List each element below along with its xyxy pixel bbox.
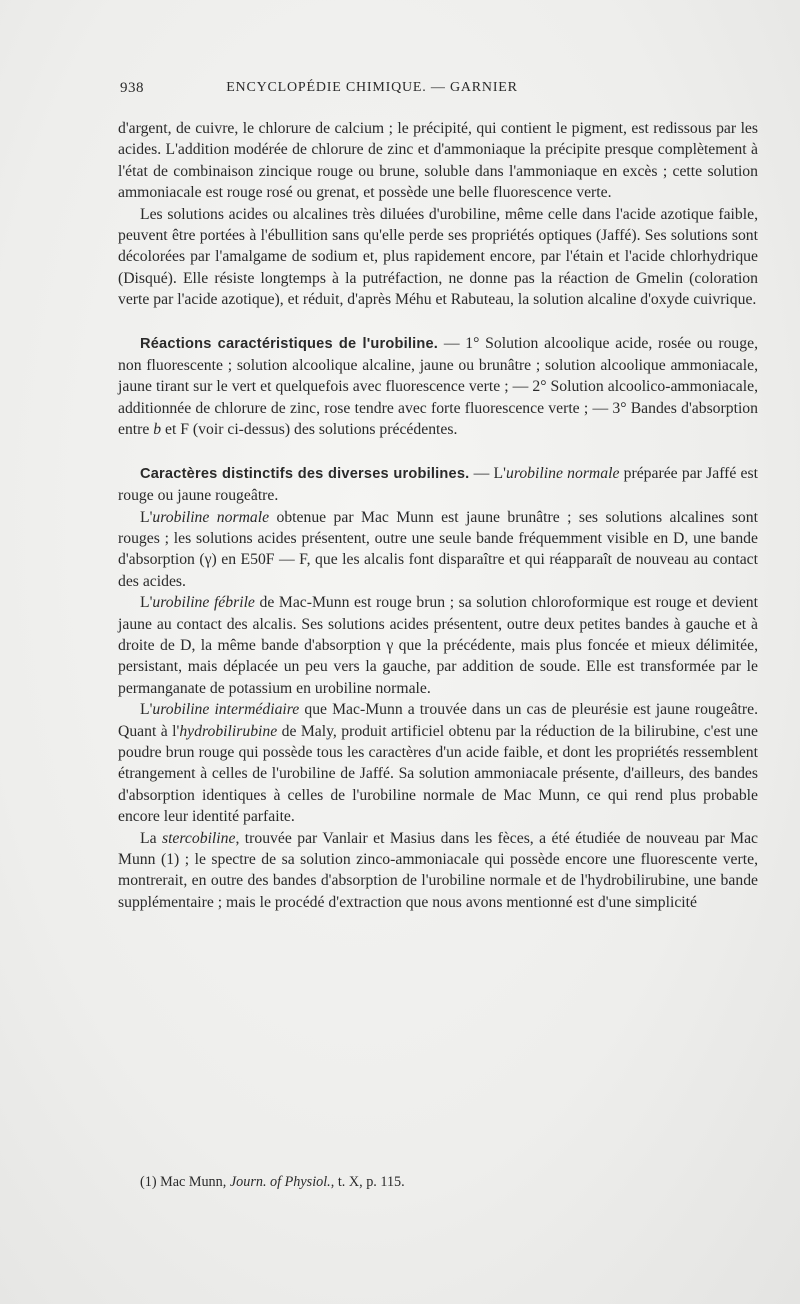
section-paragraph <box>118 463 758 507</box>
page-number: 938 <box>120 80 144 96</box>
italic-text: hydrobilirubine <box>179 722 278 740</box>
section-paragraph <box>118 333 758 441</box>
italic-text: urobiline normale <box>152 508 270 526</box>
paragraph <box>118 507 758 593</box>
text-run: , trouvée par Vanlair et Masius dans les fèces, a été étudiée de nouveau par Mac Munn (1) ; le spectre de sa solution zinco-ammoniacale qui possède encore une fluorescente verte, montrerait, en outre des bandes d'absorption de l'urobiline normale et de l'hydrobilirubine, une bande supplémentaire ; mais le procédé d'extraction que nous avons mentionné est d'une simplicité <box>118 829 759 911</box>
italic-text: urobiline fébrile <box>152 594 255 612</box>
text-run: La <box>140 829 162 847</box>
running-header <box>120 80 584 104</box>
text-run: (1) Mac Munn, <box>140 1174 230 1190</box>
text-run: préparée par Jaffé est rouge ou jaune rougeâtre. <box>118 464 758 505</box>
text-run: L' <box>140 508 153 526</box>
text-run: de Mac-Munn est rouge brun ; sa solution chloroformique est rouge et devient jaune au contact des alcalis. Ses solutions acides présentent, outre deux petites bandes à gauche et à droite de D, la même bande d'absorption γ que la précédente, mais plus foncée et mieux délimitée, persistant, mais déplacée un peu vers la gauche, par addition de soude. Elle est transformée par le permanganate de potassium en urobiline normale. <box>118 594 758 697</box>
paragraph <box>118 828 758 914</box>
text-run: — L' <box>469 464 506 482</box>
text-run: — 1° Solution alcoolique acide, rosée ou rouge, non fluorescente ; solution alcoolique alcaline, jaune ou brunâtre ; solution alcoolique ammoniacale, jaune tirant sur le vert et quelquefois avec fluorescence verte ; — 2° Solution alcoolico-ammoniacale, additionnée de chlorure de zinc, rose tendre avec forte fluorescence verte ; — 3° Bandes d'absorption entre <box>118 334 758 439</box>
text-run: et F (voir ci-dessus) des solutions précédentes. <box>161 421 458 439</box>
text-run: obtenue par Mac Munn est jaune brunâtre ; ses solutions alcalines sont rouges ; les solutions acides présentent, outre une seule bande fréquemment visible en D, une bande d'absorption (γ) en E50F — F, que les alcalis font disparaître et qui réapparaît de nouveau au contact des acides. <box>118 508 758 590</box>
italic-text: Journ. of Physiol. <box>229 1174 331 1190</box>
text-run: , t. X, p. 115. <box>330 1174 405 1190</box>
section-title: Réactions caractéristiques de l'urobiline. <box>140 335 439 352</box>
footnote <box>140 1174 740 1191</box>
text-run: L' <box>140 701 153 719</box>
italic-text: urobiline intermédiaire <box>152 701 300 719</box>
text-run: Les solutions acides ou alcalines très diluées d'urobiline, même celle dans l'acide azotique faible, peuvent être portées à l'ébullition sans qu'elle perde ses propriétés optiques (Jaffé). Ses solutions sont décolorées par l'amalgame de sodium et, plus rapidement encore, par l'étain et l'acide chlorhydrique (Disqué). Elle résiste longtemps à la putréfaction, ne donne pas la réaction de Gmelin (coloration verte par l'acide azotique), et réduit, d'après Méhu et Rabuteau, la solution alcaline d'oxyde cuivrique. <box>118 205 758 309</box>
body-text <box>118 118 758 913</box>
paragraph <box>118 118 758 204</box>
running-title: ENCYCLOPÉDIE CHIMIQUE. — GARNIER <box>226 80 518 95</box>
paragraph <box>118 592 758 699</box>
text-run: L' <box>140 594 153 612</box>
italic-text: stercobiline <box>161 829 236 847</box>
text-run: d'argent, de cuivre, le chlorure de calcium ; le précipité, qui contient le pigment, est redissous par les acides. L'addition modérée de chlorure de zinc et d'ammoniaque la précipite presque complètement à l'état de combinaison zincique rouge ou brune, soluble dans l'ammoniaque en excès ; cette solution ammoniacale est rouge rosé ou grenat, et possède une belle fluorescence verte. <box>118 120 758 202</box>
text-run: de Maly, produit artificiel obtenu par la réduction de la bilirubine, c'est une poudre brun rouge qui possède tous les caractères d'un acide faible, et dont les propriétés ressemblent étrangement à celles de l'urobiline de Jaffé. Sa solution ammoniacale présente, d'ailleurs, des bandes d'absorption identiques à celles de l'urobiline normale de Mac Munn, ce qui rend plus probable encore leur identité parfaite. <box>118 722 758 826</box>
section-title: Caractères distinctifs des diverses urobilines. <box>140 465 470 482</box>
paragraph <box>118 204 758 311</box>
text-run: que Mac-Munn a trouvée dans un cas de pleurésie est jaune rougeâtre. Quant à l' <box>118 701 758 740</box>
paragraph <box>118 699 758 827</box>
italic-text: b <box>153 421 162 439</box>
italic-text: urobiline normale <box>505 464 620 482</box>
